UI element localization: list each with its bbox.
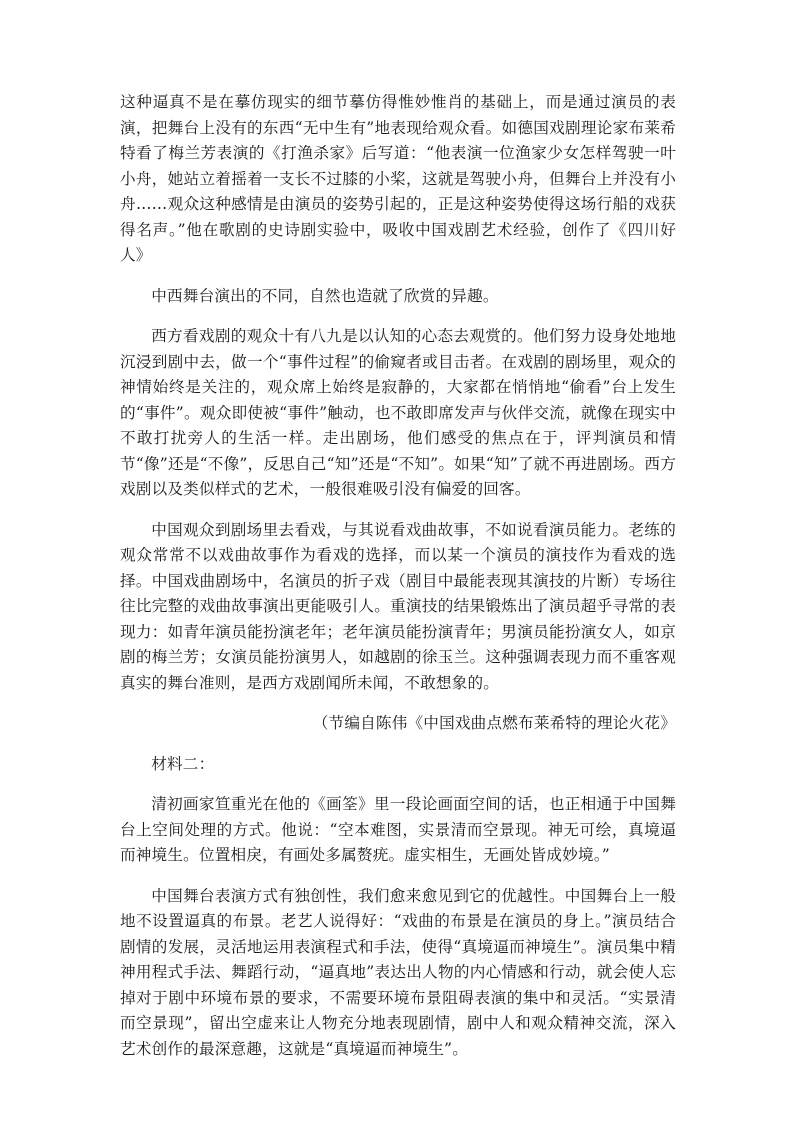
paragraph-painting-space: 清初画家笪重光在他的《画筌》里一段论画面空间的话，也正相通于中国舞台上空间处理的方式。他说：“空本难图，实景清而空景现。神无可绘，真境逼而神境生。位置相戾，有画处多属赘疣。虚实相生，无画处皆成妙境。” — [120, 795, 676, 864]
paragraph-chinese-audience: 中国观众到剧场里去看戏，与其说看戏曲故事，不如说看演员能力。老练的观众常常不以戏曲故事作为看戏的选择，而以某一个演员的演技作为看戏的选择。中国戏曲剧场中，名演员的折子戏（剧目中最能表现其演技的片断）专场往往比完整的戏曲故事演出更能吸引人。重演技的结果锻炼出了演员超乎寻常的表现力：如青年演员能扮演老年；老年演员能扮演青年；男演员能扮演女人，如京剧的梅兰芳；女演员能扮演男人，如越剧的徐玉兰。这种强调表现力而不重客观真实的舞台准则，是西方戏剧闻所未闻，不敢想象的。 — [120, 520, 676, 692]
source-citation: （节编自陈伟《中国戏曲点燃布莱希特的理论火花》 — [312, 714, 676, 732]
document-page — [120, 90, 676, 1077]
paragraph-stage-method: 中国舞台表演方式有独创性，我们愈来愈见到它的优越性。中国舞台上一般地不设置逼真的布景。老艺人说得好：“戏曲的布景是在演员的身上。”演员结合剧情的发展，灵活地运用表演程式和手法，使得“真境逼而神境生”。演员集中精神用程式手法、舞蹈行动，“逼真地”表达出人物的内心情感和行动，就会使人忘掉对于剧中环境布景的要求，不需要环境布景阻碍表演的集中和灵活。“实景清而空景现”，留出空虚来让人物充分地表现剧情，剧中人和观众精神交流，深入艺术创作的最深意趣，这就是“真境逼而神境生”。 — [120, 886, 676, 1058]
paragraph-difference: 中西舞台演出的不同，自然也造就了欣赏的异趣。 — [151, 286, 499, 305]
paragraph-western-audience: 西方看戏剧的观众十有八九是以认知的心态去观赏的。他们努力设身处地地沉浸到剧中去，做一个“事件过程”的偷窥者或目击者。在戏剧的剧场里，观众的神情始终是关注的，观众席上始终是寂静的，大家都在悄悄地“偷看”台上发生的“事件”。观众即使被“事件”触动，也不敢即席发声与伙伴交流，就像在现实中不敢打扰旁人的生活一样。走出剧场，他们感受的焦点在于，评判演员和情节“像”还是“不像”，反思自己“知”还是“不知”。如果“知”了就不再进剧场。西方戏剧以及类似样式的艺术，一般很难吸引没有偏爱的回客。 — [120, 327, 676, 498]
paragraph-realism: 这种逼真不是在摹仿现实的细节摹仿得惟妙惟肖的基础上，而是通过演员的表演，把舞台上没有的东西“无中生有”地表现给观众看。如德国戏剧理论家布莱希特看了梅兰芳表演的《打渔杀家》后写道：“他表演一位渔家少女怎样驾驶一叶小舟，她站立着摇着一支长不过膝的小桨，这就是驾驶小舟，但舞台上并没有小舟……观众这种感情是由演员的姿势引起的，正是这种姿势使得这场行船的戏获得名声。”他在歌剧的史诗剧实验中，吸收中国戏剧艺术经验，创作了《四川好人》 — [120, 93, 676, 264]
material-two-label: 材料二： — [151, 754, 215, 773]
